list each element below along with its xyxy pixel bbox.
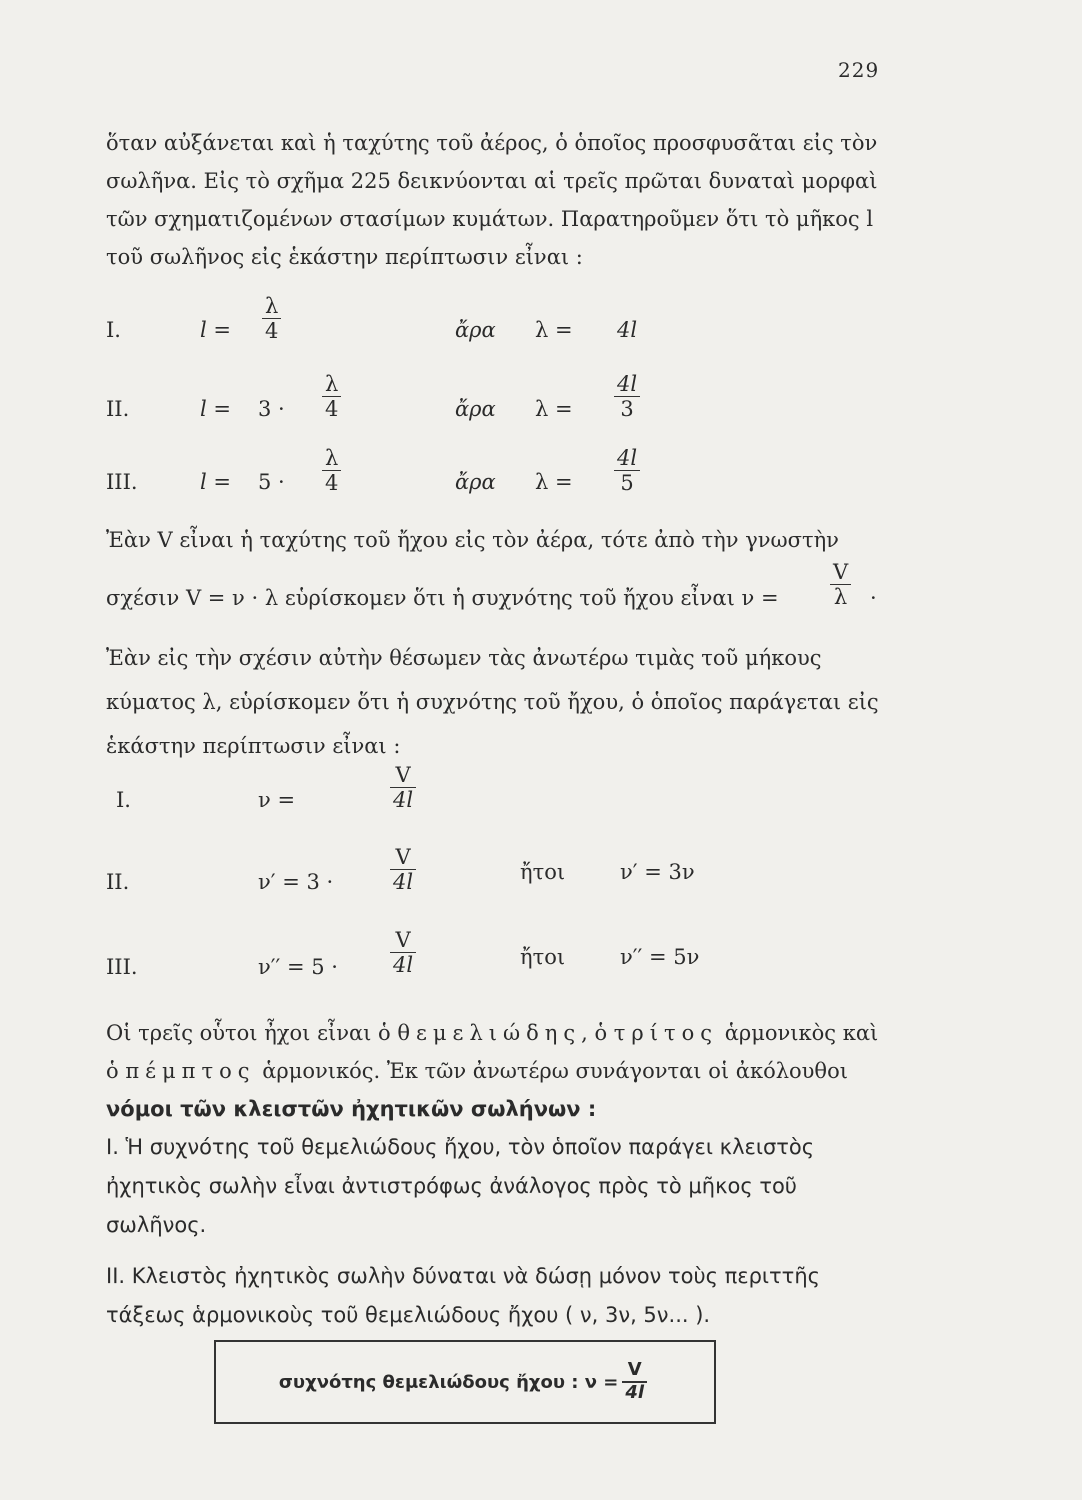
result-fraction: $\frac{4l}{5}$ [614, 446, 640, 495]
speed-line-1: Ἐὰν V εἶναι ἡ ταχύτης τοῦ ἤχου εἰς τὸν ἀέρα, τότε ἀπὸ τὴν γνωστὴν [106, 528, 839, 552]
equation-lhs: ν′′ = 5 · [258, 955, 338, 979]
formula-box [214, 1340, 716, 1424]
result-value: 4l [617, 318, 638, 342]
ara-word: ἄρα [455, 318, 496, 342]
result-value: ν′′ = 5ν [620, 945, 700, 969]
result-lhs: λ = [535, 470, 573, 494]
equation-lhs: l = [200, 318, 231, 342]
case-label: II. [106, 870, 130, 894]
case-label: II. [106, 397, 130, 421]
multiplier: 3 · [258, 397, 285, 421]
itoi-word: ἤτοι [520, 945, 566, 969]
result-lhs: λ = [535, 318, 573, 342]
fraction: $\frac{\lambda}{4}$ [322, 446, 341, 495]
fraction: $\frac{V}{4l}$ [390, 845, 416, 894]
equation-lhs: ν = [258, 788, 296, 812]
frequency-fraction: $\frac{V}{\lambda}$ [830, 560, 851, 609]
values-paragraph: Ἐὰν εἰς τὴν σχέσιν αὐτὴν θέσωμεν τὰς ἀνωτέρω τιμὰς τοῦ μήκους κύματος λ, εὑρίσκομεν ὅτι ἡ συχνότης τοῦ ἤχου, ὁ ὁποῖος παράγεται εἰς ἑκάστην περίπτωσιν εἶναι : [106, 646, 879, 758]
harmonics-paragraph: Οἱ τρεῖς οὗτοι ἦχοι εἶναι ὁ θεμελιώδης, ὁ τρίτος ἁρμονικὸς καὶ ὁ πέμπτος ἁρμονικός. Ἐκ τῶν ἀνωτέρω συνάγονται οἱ ἀκόλουθοι νόμοι τῶν κλειστῶν ἠχητικῶν σωλήνων : [106, 1021, 879, 1121]
page-number: 229 [838, 58, 880, 82]
result-fraction: $\frac{4l}{3}$ [614, 372, 640, 421]
period: · [870, 586, 877, 610]
ara-word: ἄρα [455, 470, 496, 494]
intro-paragraph: ὅταν αὐξάνεται καὶ ἡ ταχύτης τοῦ ἀέρος, ὁ ὁποῖος προσφυσᾶται εἰς τὸν σωλῆνα. Εἰς τὸ σχῆμα 225 δεικνύονται αἱ τρεῖς πρῶται δυναταὶ μορφαὶ τῶν σχηματιζομένων στασίμων κυμάτων. Παρατηροῦμεν ὅτι τὸ μῆκος l τοῦ σωλῆνος εἰς ἑκάστην περίπτωσιν εἶναι : [106, 131, 878, 269]
law-2: ΙΙ. Κλειστὸς ἠχητικὸς σωλὴν δύναται νὰ δώσῃ μόνον τοὺς περιττῆς τάξεως ἁρμονικοὺς τοῦ θεμελιώδους ἤχου ( ν, 3ν, 5ν... ). [106, 1264, 820, 1327]
fraction: $\frac{V}{4l}$ [390, 928, 416, 977]
law-1: Ι. Ἡ συχνότης τοῦ θεμελιώδους ἤχου, τὸν ὁποῖον παράγει κλειστὸς ἠχητικὸς σωλὴν εἶναι ἀντιστρόφως ἀνάλογος πρὸς τὸ μῆκος τοῦ σωλῆνος. [106, 1135, 815, 1237]
equation-lhs: ν′ = 3 · [258, 870, 334, 894]
multiplier: 5 · [258, 470, 285, 494]
fraction: $\frac{\lambda}{4}$ [262, 294, 281, 343]
itoi-word: ἤτοι [520, 860, 566, 884]
fraction: $\frac{V}{4l}$ [390, 763, 416, 812]
laws-heading: νόμοι τῶν κλειστῶν ἠχητικῶν σωλήνων : [106, 1097, 597, 1121]
formula-fraction: $\frac{V}{4l}$ [622, 1360, 647, 1403]
speed-line-2: σχέσιν V = ν · λ εὑρίσκομεν ὅτι ἡ συχνότης τοῦ ἤχου εἶναι ν = [106, 586, 779, 610]
formula-text: συχνότης θεμελιώδους ἤχου : ν = [278, 1371, 619, 1393]
case-label: I. [116, 788, 131, 812]
result-value: ν′ = 3ν [620, 860, 695, 884]
ara-word: ἄρα [455, 397, 496, 421]
equation-lhs: l = [200, 470, 231, 494]
case-label: I. [106, 318, 121, 342]
result-lhs: λ = [535, 397, 573, 421]
fraction: $\frac{\lambda}{4}$ [322, 372, 341, 421]
equation-lhs: l = [200, 397, 231, 421]
case-label: III. [106, 470, 138, 494]
case-label: III. [106, 955, 138, 979]
